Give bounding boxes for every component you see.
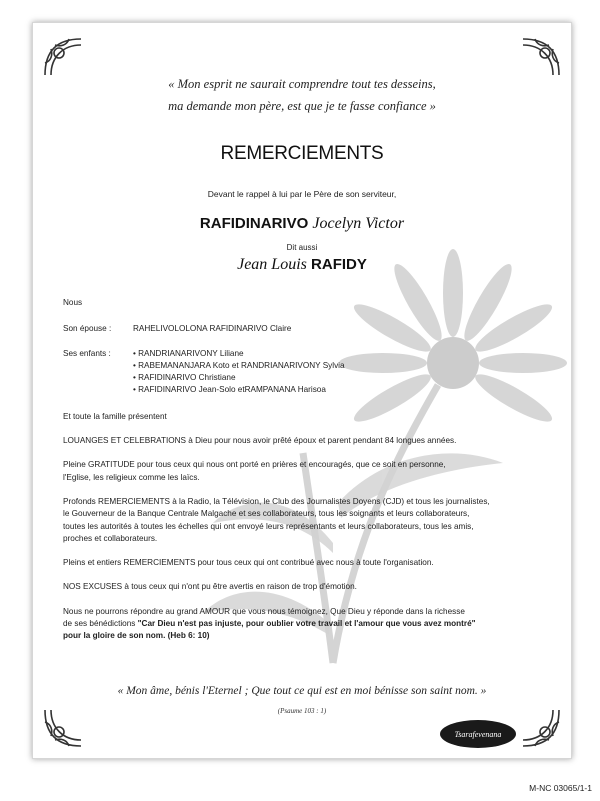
list-item: • RANDRIANARIVONY Liliane — [133, 348, 244, 358]
bible-reference: pour la gloire de son nom. (Heb 6: 10) — [63, 631, 210, 641]
paragraph-remerciements-line4: proches et collaborateurs. — [63, 533, 158, 543]
list-item: • RAFIDINARIVO Jean-Solo etRAMPANANA Harisoa — [133, 385, 326, 395]
children-block — [63, 348, 548, 397]
page-title: REMERCIEMENTS — [220, 143, 384, 164]
paragraph-remerciements-line3: toutes les autorités à toutes les échelles qui ont envoyé leurs représentants et leurs collaborateurs, tous les amis, — [63, 521, 474, 531]
spouse-name: RAHELIVOLOLONA RAFIDINARIVO Claire — [133, 324, 292, 334]
opening-quote-line1: « Mon esprit ne saurait comprendre tout tes desseins, — [168, 77, 436, 91]
paragraph-gratitude-line1: Pleine GRATITUDE pour tous ceux qui nous ont porté en prières et encouragés, que ce soit en personne, — [63, 460, 446, 470]
funeral-home-logo — [440, 720, 516, 748]
children-list — [133, 348, 345, 397]
paragraph-remerciements-line2: le Gouverneur de la Banque Centrale Malgache et ses collaborateurs, tous les soignants et leurs collaborateurs, — [63, 509, 470, 519]
alias-given-names: Jean Louis — [237, 256, 307, 273]
bible-quote: "Car Dieu n'est pas injuste, pour oublier votre travail et l'amour que vous avez montré" — [137, 619, 476, 629]
list-item: • RAFIDINARIVO Christiane — [133, 373, 236, 383]
alias-label: Dit aussi — [286, 243, 318, 252]
closing-quote: « Mon âme, bénis l'Eternel ; Que tout ce qui est en moi bénisse son saint nom. » — [117, 685, 487, 697]
alias-surname: RAFIDY — [311, 256, 367, 273]
opening-quote-line2: ma demande mon père, est que je te fasse confiance » — [168, 99, 436, 113]
paragraph-organisation: Pleins et entiers REMERCIEMENTS pour tous ceux qui ont contribué avec nous à toute l'organisation. — [63, 558, 434, 568]
paragraph-amour-line2 — [63, 618, 548, 630]
opening-quote — [33, 73, 571, 117]
paragraph-gratitude-line2: l'Eglise, les religieux comme les laïcs. — [63, 472, 200, 482]
spouse-label: Son épouse : — [63, 324, 112, 334]
deceased-surname: RAFIDINARIVO — [199, 215, 309, 232]
deceased-given-names: Jocelyn Victor — [312, 215, 405, 232]
notice-card — [32, 22, 572, 759]
paragraph-amour-line3 — [63, 630, 548, 642]
list-item: • RABEMANANJARA Koto et RANDRIANARIVONY Sylvia — [133, 360, 345, 370]
notice-body — [63, 297, 548, 643]
paragraph-louanges: LOUANGES ET CELEBRATIONS à Dieu pour nous avoir prêté époux et parent pendant 84 longues années. — [63, 436, 457, 446]
nous-line: Nous — [63, 298, 83, 307]
children-label: Ses enfants : — [63, 348, 111, 358]
paragraph-excuses: NOS EXCUSES à tous ceux qui n'ont pu être avertis en raison de trop d'émotion. — [63, 582, 357, 592]
paragraph-amour-line1: Nous ne pourrons répondre au grand AMOUR que vous nous témoignez, Que Dieu y réponde dans la richesse — [63, 606, 465, 616]
deceased-name — [33, 215, 571, 233]
closing-quote-reference: (Psaume 103 : 1) — [277, 707, 327, 715]
amour-line2-text: de ses bénédictions — [63, 619, 138, 629]
intro-line: Devant le rappel à lui par le Père de son serviteur, — [207, 189, 397, 199]
spouse-row — [63, 323, 548, 335]
logo-text: Tsarafevenana — [454, 729, 502, 739]
reference-code: M-NC 03065/1-1 — [529, 783, 592, 793]
deceased-alias — [33, 256, 571, 274]
family-line: Et toute la famille présentent — [63, 411, 167, 421]
paragraph-remerciements-line1: Profonds REMERCIEMENTS à la Radio, la Télévision, le Club des Journalistes Doyens (CJD) et tous les journalistes, — [63, 496, 490, 506]
